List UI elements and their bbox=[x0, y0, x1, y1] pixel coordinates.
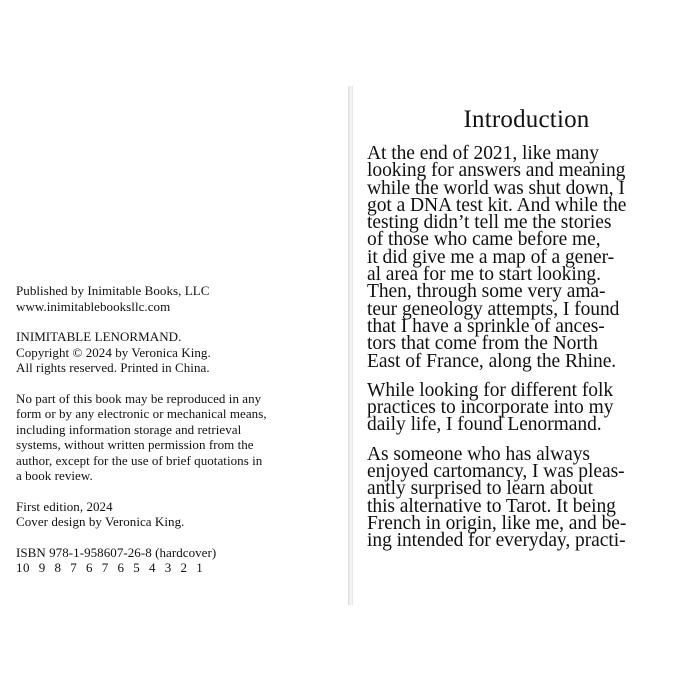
text-line: ing intended for everyday, practi- bbox=[367, 530, 626, 552]
rights-notice-line: form or by any electronic or mechanical means, bbox=[16, 406, 267, 421]
text-line: testing didn’t tell me the stories bbox=[367, 212, 612, 234]
text-line: tors that come from the North bbox=[367, 333, 598, 355]
text-line: As someone who has always bbox=[367, 443, 590, 465]
paragraph bbox=[367, 379, 697, 436]
rights-notice-block bbox=[16, 391, 341, 484]
text-line: enjoyed cartomancy, I was pleas- bbox=[367, 461, 625, 483]
text-line: French in origin, like me, and be- bbox=[367, 512, 627, 534]
text-line: this alternative to Tarot. It being bbox=[367, 495, 616, 517]
text-line: it did give me a map of a gener- bbox=[367, 246, 615, 268]
text-line: At the end of 2021, like many bbox=[367, 143, 599, 164]
paragraph bbox=[367, 145, 697, 370]
text-line: while the world was shut down, I bbox=[367, 177, 625, 199]
text-line: Then, through some very ama- bbox=[367, 281, 606, 303]
text-line: teur geneology attempts, I found bbox=[367, 298, 620, 320]
cover-design-line: Cover design by Veronica King. bbox=[16, 514, 185, 529]
book-title-line: INIMITABLE LENORMAND. bbox=[16, 329, 182, 344]
text-line: antly surprised to learn about bbox=[367, 478, 593, 500]
text-line: al area for me to start looking. bbox=[367, 264, 601, 286]
text-line: While looking for different folk bbox=[367, 379, 614, 401]
publisher-website: www.inimitablebooksllc.com bbox=[16, 298, 171, 314]
edition-line: First edition, 2024 bbox=[16, 498, 113, 514]
text-line: of those who came before me, bbox=[367, 229, 601, 251]
isbn-block bbox=[16, 545, 341, 576]
rights-notice-line: author, except for the use of brief quotations in bbox=[16, 452, 263, 468]
rights-notice-line: a book review. bbox=[16, 468, 93, 483]
copyright-block bbox=[16, 329, 341, 376]
rights-notice-line: systems, without written permission from the bbox=[16, 437, 254, 452]
chapter-title: Introduction bbox=[463, 106, 590, 133]
book-spine-gutter bbox=[348, 86, 353, 605]
text-line: that I have a sprinkle of ances- bbox=[367, 315, 605, 337]
rights-notice-line: No part of this book may be reproduced in any bbox=[16, 390, 262, 406]
paragraph bbox=[367, 443, 697, 552]
printing-line-numbers: 10 9 8 7 6 7 6 5 4 3 2 1 bbox=[16, 560, 204, 575]
copyright-line: Copyright © 2024 by Veronica King. bbox=[16, 344, 211, 360]
text-line: looking for answers and meaning bbox=[367, 160, 626, 182]
text-line: practices to incorporate into my bbox=[367, 397, 614, 419]
rights-reserved-line: All rights reserved. Printed in China. bbox=[16, 360, 210, 375]
isbn-line: ISBN 978-1-958607-26-8 (hardcover) bbox=[16, 544, 217, 560]
copyright-text bbox=[16, 283, 341, 591]
text-line: got a DNA test kit. And while the bbox=[367, 194, 627, 216]
publisher-block bbox=[16, 283, 341, 314]
chapter-body bbox=[367, 145, 697, 562]
publisher-name: Published by Inimitable Books, LLC bbox=[16, 283, 210, 298]
rights-notice-line: including information storage and retrieval bbox=[16, 421, 242, 437]
text-line: daily life, I found Lenormand. bbox=[367, 414, 602, 436]
text-line: East of France, along the Rhine. bbox=[367, 350, 617, 372]
edition-block bbox=[16, 499, 341, 530]
